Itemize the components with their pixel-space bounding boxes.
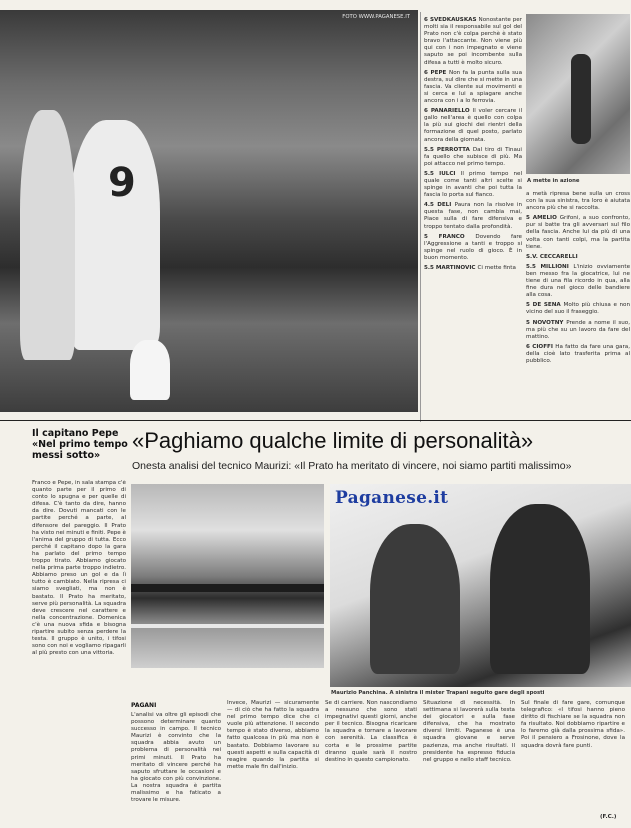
rating-score: 5.5 [424, 170, 440, 177]
rating-entry [424, 265, 522, 272]
bench-photo [131, 484, 324, 668]
signature: (F.C.) [600, 814, 617, 820]
section-rule [0, 420, 631, 421]
site-watermark: Paganese.it [335, 488, 449, 508]
rating-text: Ha fatto da fare una gara, della cioè lato trasferita prima al pubblico. [526, 343, 630, 364]
photo-caption-coach: Maurizio Panchina. A sinistra il mister Trapani seguito gare degli sposti [331, 690, 545, 696]
rating-text: Il voler cercare il gallo nell'area è quello con colpa la più sui giochi dei rientri della formazione di quel posto, parlato ancora della giornata. [424, 108, 522, 143]
top-match-photo [0, 10, 418, 412]
rating-name: CECCARELLI [539, 253, 578, 260]
rating-text: Paura non la risolve in questa fase, non cambia mai, Piace sulla di fare difensiva e troppo tentato dalla profondità. [424, 202, 522, 230]
photo-credit: FOTO WWW.PAGANESE.IT [342, 14, 410, 20]
rating-entry [424, 234, 522, 262]
rating-name: MARTINOVIC [435, 265, 478, 271]
rating-score: S.V. [526, 253, 540, 260]
rating-name: FRANCO [438, 233, 476, 240]
rating-text: Ci mette finta [477, 265, 516, 271]
rating-entry [526, 191, 630, 212]
rating-entry [424, 108, 522, 143]
side-heading: Il capitano Pepe «Nel primo tempo messi sotto» [32, 428, 128, 461]
rating-name: PANARIELLO [430, 108, 473, 115]
rating-entry [424, 147, 522, 168]
rating-score: 5 [526, 302, 533, 309]
headline: «Paghiamo qualche limite di personalità» [132, 428, 534, 453]
rating-score: 6 [424, 17, 430, 23]
rating-score: 6 [424, 69, 431, 76]
ratings-column-2 [526, 188, 630, 418]
rating-entry [526, 215, 630, 250]
rating-name: MILLIONI [540, 263, 574, 270]
subheadline: Onesta analisi del tecnico Maurizi: «Il Prato ha meritato di vincere, noi siamo partiti malissimo» [132, 460, 572, 472]
rating-text: Nonostante per molti sia il responsabile sul gol del Prato non c'è colpa perchè è stato bravo l'attaccante. Non viene più qui con i non impegnato e viene saputo se poi incombente sulla difesa a tutti è molto sicuro. [424, 17, 522, 66]
left-article-column: Franco e Pepe, in sala stampa c'è quanto parte per il primo di conto lo spugna e per quelle di difesa. C'è tanto da dire, hanno da dire. Dovuti mancati con le partite perché a parte, al difensore del pareggio. Il Prato ha visto nei minuti e finiti. Pepe è l'anima del gruppo di tutta. Ecco perché il capitano dopo la gara ha parlato del primo tempo troppo tirato. Abbiamo giocato nella prima parte troppo indietro. Abbiamo preso un gol e da lì tutto è cambiato. Nella ripresa ci siamo svegliati, ma non è bastato. Il Prato ha meritato, serve più personalità. La squadra deve crescere nel carattere e nella concentrazione. Domenica c'è una nuova sfida e bisogna ripartire subito senza perdere la testa. Il gruppo è unito, i tifosi sono con noi e vogliamo ripagarli al più presto con una vittoria. [32, 480, 126, 657]
rating-entry [526, 264, 630, 299]
bottom-column-3: Se di carriere. Non nascondiamo a nessuno che sono stati impegnativi questi giorni, anche per il tecnico. Bisogna ricaricare la squadra e tornare a lavorare con serenità. La classifica è corta e le prossime partite diranno quale sarà il nostro destino in questo campionato. [325, 700, 417, 763]
rating-score: 5.5 [526, 263, 541, 270]
rating-text: L'inizio ovviamente ben messo fra la giocatrice, lui ne tiene di una fila ricordo in qua, alla fine dura nel gioco delle bandiere alla cosa. [526, 263, 630, 299]
rating-score: 5 [526, 319, 533, 326]
player-action-photo [526, 14, 630, 174]
rating-text: Molto più chiusa e non vicino del suo il fraseggio. [526, 302, 630, 316]
rating-text: Grifoni, a suo confronto, pur si batte tra gli avversari sul filo della fascia. Anche lui da più di una volta con tanti colpi, ma la partita tiene. [526, 215, 630, 250]
rating-text: Dal tiro di Tinaui fa quello che subisce di più. Ma poi attacco nel primo tempo. [424, 146, 522, 167]
coach-photo [330, 484, 631, 687]
bottom-column-2: Invece, Maurizi — sicuramente — di ciò che ha fatto la squadra nel primo tempo dice che ci vuole più attenzione. Il secondo tempo è stato diverso, abbiamo fatto qualcosa in più ma non è bastato. Dobbiamo lavorare su questi aspetti e sulla capacità di reagire quando la partita si mette male fin dall'inizio. [227, 700, 319, 770]
rating-name: PERROTTA [436, 146, 473, 153]
rating-text: Dovendo fare l'Aggressione a tanti e troppo si spinge nel ruolo di gioco. È in buon momento. [424, 233, 522, 261]
rating-name: CIOFFI [532, 343, 556, 350]
bottom-column-4: Situazione di necessità. In settimana si lavorerà sulla testa dei giocatori e sulla fase difensiva, che ha mostrato diversi limiti. Paganese è una squadra giovane e serve pazienza, ma anche risultati. Il presidente ha espresso fiducia nel gruppo e nello staff tecnico. [423, 700, 515, 763]
ratings-column-1 [424, 14, 522, 414]
rating-name: AMELIO [532, 215, 560, 222]
rating-name: DELI [437, 202, 455, 209]
dateline-label: PAGANI [131, 702, 157, 709]
rating-entry [424, 202, 522, 230]
rating-name: DE SENA [532, 302, 564, 309]
rating-score: 5.5 [424, 265, 436, 271]
rating-score: 6 [424, 108, 431, 115]
rating-entry [526, 254, 630, 261]
rating-text: Non fa la punta sulla sua destra, sul dire che si mette in una fascia. Va cliente sui movimenti e si cerca e lui a spiagare anche ancora con i a lo ferrovia. [424, 69, 522, 105]
rating-score: 5 [526, 215, 533, 222]
rating-score: 6 [526, 343, 533, 350]
photo-caption: A mette in azione [527, 178, 580, 184]
rating-text: Prende a nome il suo, ma più che su un lavoro da fare del mattino. [526, 319, 630, 340]
rating-entry [424, 171, 522, 199]
rating-text: a metà ripresa bene sulla un cross con la sua sinistra, tra loro è aiutata ancora più che si raccolta. [526, 191, 630, 212]
rating-entry [424, 17, 522, 67]
rating-name: NOVOTNY [532, 319, 567, 326]
rating-name: PEPE [430, 69, 450, 76]
bottom-column-5: Sul finale di fare gare, comunque telegrafico: «I tifosi hanno pieno diritto di fischiare se la squadra non fa risultato. Noi dobbiamo ripartire e lo faremo già dalla prossima sfida». Poi il pensiero a Frosinone, dove la squadra dovrà fare punti. [521, 700, 625, 749]
rating-entry [424, 70, 522, 105]
column-divider [420, 12, 421, 422]
rating-entry [526, 320, 630, 341]
jersey-number: 9 [108, 160, 136, 206]
rating-score: 5.5 [424, 146, 437, 153]
rating-score: 4.5 [424, 202, 438, 209]
bottom-column-1: L'analisi va oltre gli episodi che possono determinare quanto successo in campo. Il tecnico Maurizi è convinto che la squadra abbia avuto un problema di personalità nei primi minuti. Il Prato ha meritato di vincere perché ha saputo sfruttare le occasioni e ha giocato con più convinzione. La nostra squadra è partita malissimo e ha faticato a trovare le misure. [131, 712, 221, 804]
rating-text: Il primo tempo nel quale come tanti altri scelte si spinge in avanti che poi tutta la fascia lo porta sul fianco. [424, 170, 522, 199]
rating-score: 5 [424, 233, 439, 240]
rating-name: SVEDKAUSKAS [429, 17, 479, 23]
rating-name: IULCI [439, 170, 461, 177]
rating-entry [526, 344, 630, 365]
rating-entry [526, 302, 630, 316]
